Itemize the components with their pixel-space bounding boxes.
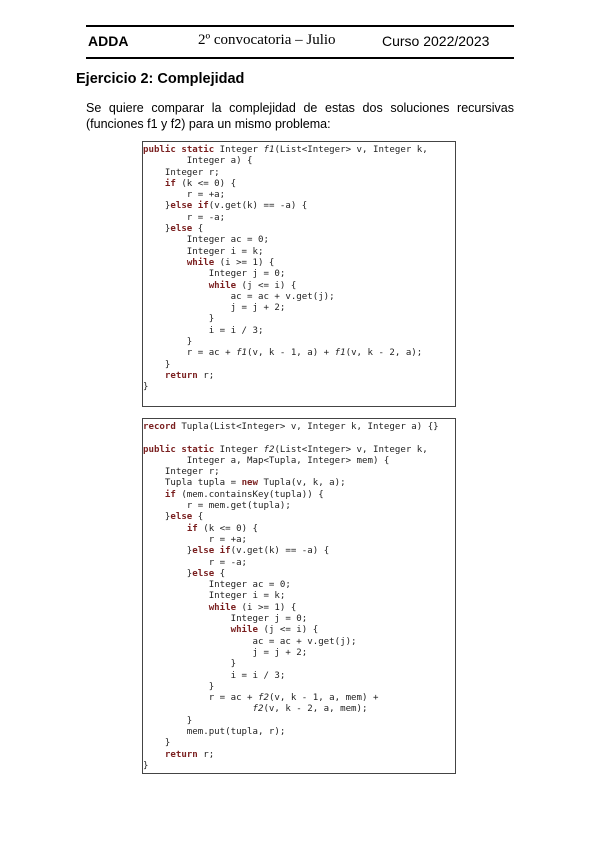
code-line: }else if(v.get(k) == -a) { (143, 546, 330, 557)
code-line: Integer a, Map<Tupla, Integer> mem) { (143, 455, 390, 466)
code-line: ac = ac + v.get(j); (143, 291, 335, 302)
code-line: } (143, 681, 215, 692)
code-line: Integer i = k; (143, 591, 286, 602)
code-line: } (143, 738, 171, 749)
code-line: i = i / 3; (143, 325, 264, 336)
code-line: while (i >= 1) { (208, 602, 297, 613)
code-line: } (143, 659, 237, 670)
header-course: ADDA (88, 33, 129, 49)
code-line: } (143, 760, 149, 771)
code-line: Integer ac = 0; (143, 235, 269, 246)
code-line: while (j <= i) { (230, 625, 319, 636)
code-line: Integer ac = 0; (143, 580, 291, 591)
code-line: r = +a; (143, 534, 248, 545)
header-rule-top (86, 25, 514, 27)
code-line: r = ac + f2(v, k - 1, a, mem) + (143, 693, 379, 704)
header-year: Curso 2022/2023 (382, 33, 490, 49)
code-line: }else if(v.get(k) == -a) { (143, 201, 308, 212)
exercise-title: Ejercicio 2: Complejidad (76, 71, 245, 87)
code-line: if (mem.containsKey(tupla)) { (164, 489, 324, 500)
code-line: r = +a; (143, 190, 226, 201)
code-line: Integer a) { (143, 156, 253, 167)
code-line: }else { (143, 224, 204, 235)
code-line: } (143, 382, 149, 393)
code-line: i = i / 3; (143, 670, 286, 681)
code-line: return r; (164, 370, 215, 381)
code-line: } (143, 314, 215, 325)
code-line: while (j <= i) { (208, 280, 297, 291)
code-line: } (143, 337, 193, 348)
code-line: } (143, 715, 193, 726)
code-line: ac = ac + v.get(j); (143, 636, 357, 647)
code-line: mem.put(tupla, r); (143, 727, 286, 738)
code-line: Integer j = 0; (143, 269, 286, 280)
code-line: }else { (143, 568, 226, 579)
code-line: public static Integer f2(List<Integer> v, Integer k, (143, 444, 428, 455)
code-line: r = ac + f1(v, k - 1, a) + f1(v, k - 2, a); (143, 348, 423, 359)
code-line: return r; (164, 749, 215, 760)
code-line: while (i >= 1) { (186, 257, 275, 268)
code-line: Tupla tupla = new Tupla(v, k, a); (143, 478, 346, 489)
code-line: r = -a; (143, 212, 226, 223)
code-line: Integer r; (143, 467, 220, 478)
code-line: Integer r; (143, 167, 220, 178)
code-line: r = mem.get(tupla); (143, 501, 291, 512)
header-rule-bottom (86, 57, 514, 59)
code-line: }else { (143, 512, 204, 523)
code-line: } (143, 359, 171, 370)
code-line (143, 433, 455, 444)
code-line: j = j + 2; (143, 303, 286, 314)
code-block-f1 (142, 141, 456, 407)
code-line: public static Integer f1(List<Integer> v, Integer k, (143, 145, 428, 155)
code-line: Integer j = 0; (143, 614, 308, 625)
code-line: f2(v, k - 2, a, mem); (252, 704, 368, 715)
code-line: Integer i = k; (143, 246, 264, 257)
code-block-f2 (142, 418, 456, 774)
code-line: r = -a; (143, 557, 248, 568)
code-line: j = j + 2; (143, 647, 308, 658)
code-line: if (k <= 0) { (186, 523, 258, 534)
code-line: if (k <= 0) { (164, 178, 237, 189)
code-line: record Tupla(List<Integer> v, Integer k, Integer a) {} (143, 422, 439, 432)
exercise-intro: Se quiere comparar la complejidad de estas dos soluciones recursivas (funciones f1 y f2) para un mismo problema: (86, 101, 514, 131)
header-session: 2º convocatoria – Julio (198, 32, 336, 48)
